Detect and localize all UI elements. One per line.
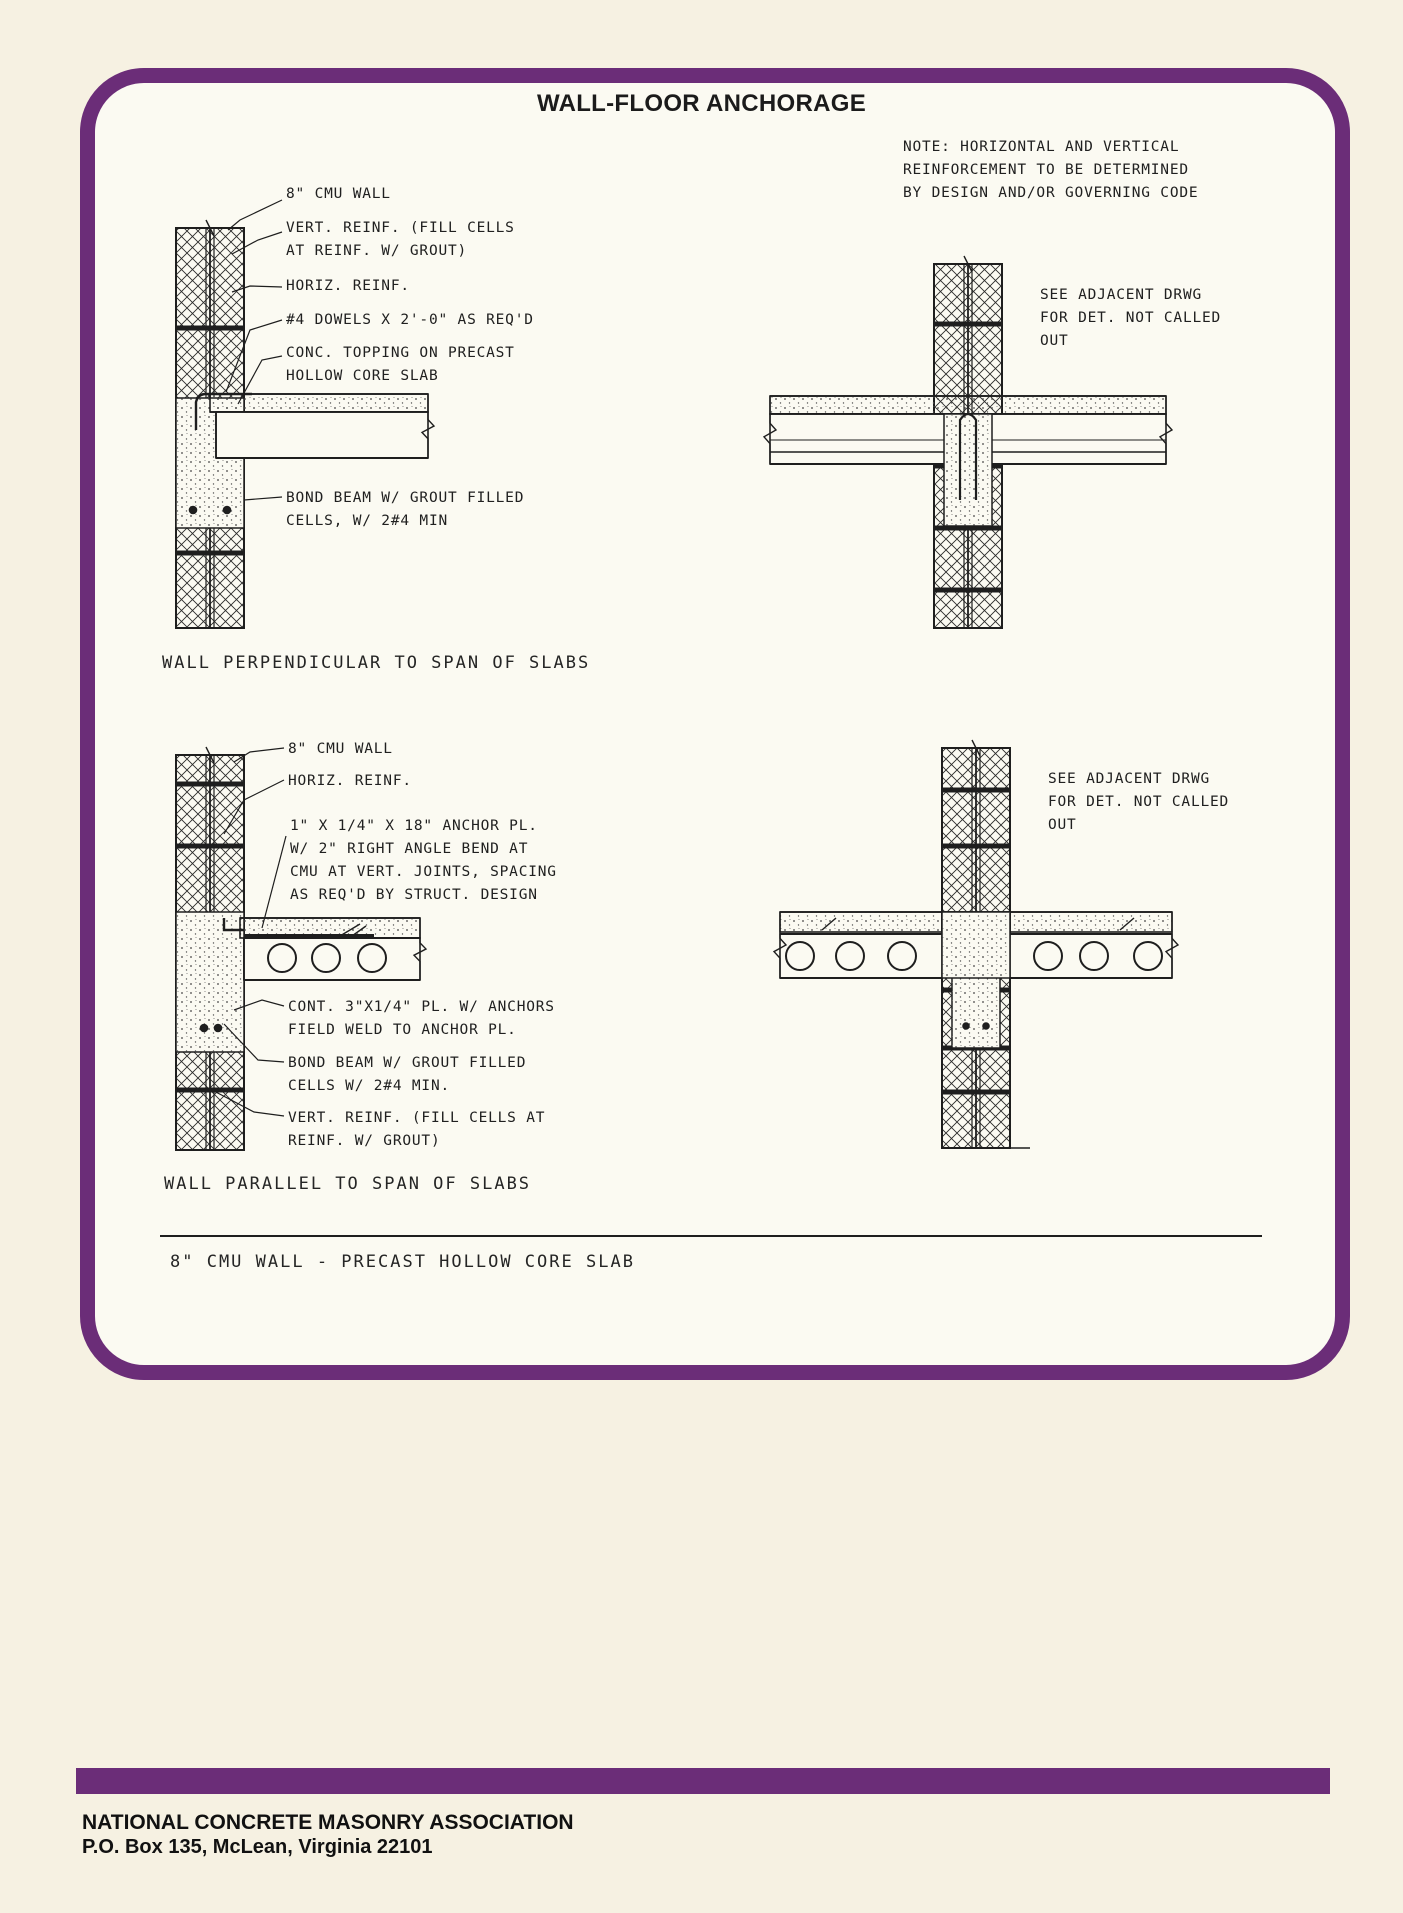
bed-joint <box>934 322 1002 327</box>
rebar <box>983 1023 989 1029</box>
bed-joint <box>942 844 1010 849</box>
rebar <box>224 507 231 514</box>
see-adjacent-note: SEE ADJACENT DRWG FOR DET. NOT CALLED OUT <box>1040 287 1222 349</box>
leader-line <box>262 836 286 928</box>
rebar <box>190 507 197 514</box>
bed-joint <box>176 782 244 787</box>
rebar <box>963 1023 969 1029</box>
label-bond-beam: BOND BEAM W/ GROUT FILLED CELLS W/ 2#4 MIN. <box>288 1055 527 1094</box>
bed-joint <box>934 588 1002 593</box>
label-vert-reinf: VERT. REINF. (FILL CELLS AT REINF. W/ GROUT) <box>288 1110 546 1149</box>
label-anchor-plate: 1" X 1/4" X 18" ANCHOR PL. W/ 2" RIGHT ANGLE BEND AT CMU AT VERT. JOINTS, SPACING AS REQ'D BY STRUCT. DESIGN <box>290 818 557 903</box>
leader-line <box>228 200 282 230</box>
label-cmu-wall: 8" CMU WALL <box>288 741 393 757</box>
sheet-caption: 8" CMU WALL - PRECAST HOLLOW CORE SLAB <box>170 1252 635 1272</box>
label-cmu-wall: 8" CMU WALL <box>286 186 391 202</box>
concrete-topping <box>770 396 1166 414</box>
bed-joint <box>942 1090 1010 1095</box>
bond-beam <box>176 912 244 1052</box>
rebar <box>201 1025 208 1032</box>
leader-line <box>244 497 282 500</box>
design-note: NOTE: HORIZONTAL AND VERTICAL REINFORCEMENT TO BE DETERMINED BY DESIGN AND/OR GOVERNING CODE <box>903 139 1199 201</box>
page-title: WALL-FLOOR ANCHORAGE <box>536 90 867 117</box>
hollow-core-slab <box>216 412 428 458</box>
bed-joint <box>176 326 244 331</box>
see-adjacent-note: SEE ADJACENT DRWG FOR DET. NOT CALLED OUT <box>1048 771 1230 833</box>
label-dowels: #4 DOWELS X 2'-0" AS REQ'D <box>286 312 534 328</box>
bed-joint <box>176 1088 244 1093</box>
label-bond-beam: BOND BEAM W/ GROUT FILLED CELLS, W/ 2#4 MIN <box>286 490 525 529</box>
label-horiz-reinf: HORIZ. REINF. <box>286 278 410 294</box>
label-horiz-reinf: HORIZ. REINF. <box>288 773 412 789</box>
rebar <box>215 1025 222 1032</box>
footer-org: NATIONAL CONCRETE MASONRY ASSOCIATION <box>82 1811 574 1834</box>
label-vert-reinf: VERT. REINF. (FILL CELLS AT REINF. W/ GROUT) <box>286 220 515 259</box>
bed-joint <box>176 844 244 849</box>
grout-cell <box>944 414 992 526</box>
bond-beam <box>942 912 1010 978</box>
footer-bar <box>76 1768 1330 1794</box>
caption-parallel: WALL PARALLEL TO SPAN OF SLABS <box>164 1174 532 1194</box>
bed-joint <box>942 788 1010 793</box>
hollow-core-slab <box>780 934 942 978</box>
caption-perpendicular: WALL PERPENDICULAR TO SPAN OF SLABS <box>162 653 591 673</box>
label-cont-plate: CONT. 3"X1/4" PL. W/ ANCHORS FIELD WELD TO ANCHOR PL. <box>288 999 555 1038</box>
label-conc-topping: CONC. TOPPING ON PRECAST HOLLOW CORE SLAB <box>286 345 515 384</box>
concrete-topping <box>210 394 428 412</box>
bed-joint <box>176 551 244 556</box>
footer-address: P.O. Box 135, McLean, Virginia 22101 <box>82 1836 433 1858</box>
